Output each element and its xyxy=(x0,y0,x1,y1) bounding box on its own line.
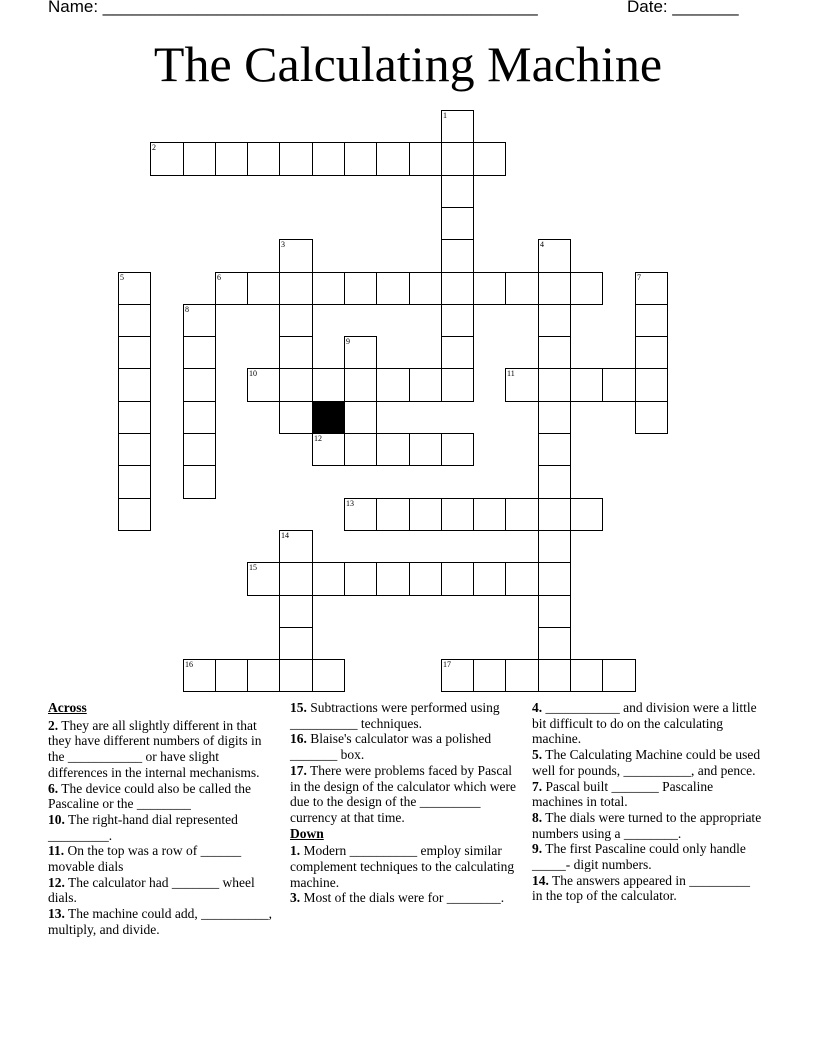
crossword-cell[interactable] xyxy=(118,498,151,531)
crossword-cell[interactable] xyxy=(279,336,313,369)
crossword-cell[interactable] xyxy=(376,272,410,305)
clue-text: The first Pascaline could only handle _____- digit numbers. xyxy=(532,841,746,873)
crossword-cell[interactable] xyxy=(635,304,668,337)
name-field-label: Name: ______________________________________________ xyxy=(48,0,538,16)
clue-number-label: 1 xyxy=(443,111,447,120)
crossword-cell[interactable] xyxy=(635,272,668,305)
crossword-cell[interactable] xyxy=(312,433,345,466)
crossword-cell[interactable] xyxy=(279,368,313,402)
crossword-cell[interactable] xyxy=(538,368,571,402)
crossword-cell[interactable] xyxy=(570,659,603,692)
black-square xyxy=(312,401,345,434)
crossword-cell[interactable] xyxy=(538,304,571,337)
clue-down-9 xyxy=(532,841,762,872)
crossword-cell[interactable] xyxy=(279,239,313,273)
clue-text: Pascal built _______ Pascaline machines in total. xyxy=(532,778,714,810)
clue-across-6 xyxy=(48,781,278,812)
clue-text: The answers appeared in _________ in the top of the calculator. xyxy=(532,872,750,904)
crossword-cell[interactable] xyxy=(635,368,668,402)
clue-text: They are all slightly different in that they have different numbers of digits in the ___________ or have slight differences in the internal mechanisms. xyxy=(48,717,262,780)
crossword-cell[interactable] xyxy=(602,368,636,402)
crossword-cell[interactable] xyxy=(279,272,313,305)
crossword-cell[interactable] xyxy=(376,562,410,596)
clue-number-label: 8 xyxy=(185,305,189,314)
crossword-cell[interactable] xyxy=(279,659,313,692)
crossword-cell[interactable] xyxy=(570,498,603,531)
crossword-cell[interactable] xyxy=(441,272,474,305)
crossword-cell[interactable] xyxy=(441,659,474,692)
crossword-cell[interactable] xyxy=(247,142,280,176)
crossword-cell[interactable] xyxy=(215,659,248,692)
crossword-cell[interactable] xyxy=(344,498,377,531)
crossword-cell[interactable] xyxy=(441,110,474,143)
crossword-cell[interactable] xyxy=(441,207,474,240)
crossword-cell[interactable] xyxy=(183,304,216,337)
crossword-cell[interactable] xyxy=(344,562,377,596)
clue-number: 16. xyxy=(290,731,307,747)
crossword-cell[interactable] xyxy=(473,659,506,692)
clue-number-label: 11 xyxy=(507,369,515,378)
crossword-cell[interactable] xyxy=(538,595,571,628)
crossword-cell[interactable] xyxy=(247,562,280,596)
crossword-cell[interactable] xyxy=(441,498,474,531)
crossword-cell[interactable] xyxy=(376,368,410,402)
clue-text: Most of the dials were for ________. xyxy=(303,890,505,906)
crossword-cell[interactable] xyxy=(344,433,377,466)
clue-number: 1. xyxy=(290,843,301,859)
crossword-cell[interactable] xyxy=(150,142,184,176)
crossword-cell[interactable] xyxy=(538,627,571,660)
clue-across-17 xyxy=(290,763,520,826)
crossword-cell[interactable] xyxy=(602,659,636,692)
crossword-cell[interactable] xyxy=(409,142,442,176)
crossword-cell[interactable] xyxy=(635,336,668,369)
crossword-cell[interactable] xyxy=(538,465,571,499)
clue-down-8 xyxy=(532,810,762,841)
clue-text: The calculator had _______ wheel dials. xyxy=(48,874,255,906)
crossword-cell[interactable] xyxy=(441,368,474,402)
crossword-cell[interactable] xyxy=(247,272,280,305)
clue-number: 11. xyxy=(48,843,65,859)
clue-text: Modern __________ employ similar complement techniques to the calculating machine. xyxy=(290,843,515,890)
page-title: The Calculating Machine xyxy=(153,36,663,92)
crossword-cell[interactable] xyxy=(279,304,313,337)
crossword-cell[interactable] xyxy=(441,336,474,369)
crossword-cell[interactable] xyxy=(344,142,377,176)
crossword-cell[interactable] xyxy=(344,401,377,434)
crossword-cell[interactable] xyxy=(118,368,151,402)
clue-across-12 xyxy=(48,875,278,906)
clue-number-label: 4 xyxy=(540,240,544,249)
clue-number-label: 14 xyxy=(281,531,289,540)
crossword-cell[interactable] xyxy=(279,627,313,660)
crossword-cell[interactable] xyxy=(538,401,571,434)
crossword-cell[interactable] xyxy=(183,465,216,499)
crossword-cell[interactable] xyxy=(473,562,506,596)
crossword-cell[interactable] xyxy=(505,659,539,692)
clue-text: The right-hand dial represented _________. xyxy=(48,811,238,843)
clue-number: 6. xyxy=(48,780,59,796)
down-heading: Down xyxy=(290,825,324,841)
crossword-cell[interactable] xyxy=(538,530,571,563)
clue-number: 4. xyxy=(532,700,543,715)
crossword-cell[interactable] xyxy=(279,595,313,628)
crossword-cell[interactable] xyxy=(312,659,345,692)
clue-number-label: 10 xyxy=(249,369,257,378)
clue-number-label: 12 xyxy=(314,434,322,443)
crossword-cell[interactable] xyxy=(183,659,216,692)
crossword-cell[interactable] xyxy=(215,142,248,176)
crossword-cell[interactable] xyxy=(505,498,539,531)
clue-across-10 xyxy=(48,812,278,843)
crossword-cell[interactable] xyxy=(473,272,506,305)
clue-text: The machine could add, __________, multiply, and divide. xyxy=(48,906,272,937)
clue-number: 17. xyxy=(290,762,307,778)
crossword-cell[interactable] xyxy=(312,272,345,305)
crossword-cell[interactable] xyxy=(441,562,474,596)
clue-number-label: 16 xyxy=(185,660,193,669)
clue-number-label: 7 xyxy=(637,273,641,282)
crossword-cell[interactable] xyxy=(409,498,442,531)
clue-number: 2. xyxy=(48,717,59,733)
crossword-cell[interactable] xyxy=(538,272,571,305)
crossword-cell[interactable] xyxy=(344,272,377,305)
crossword-cell[interactable] xyxy=(118,304,151,337)
crossword-cell[interactable] xyxy=(441,433,474,466)
clue-number: 8. xyxy=(532,809,543,825)
crossword-cell[interactable] xyxy=(570,272,603,305)
crossword-cell[interactable] xyxy=(473,142,506,176)
crossword-cell[interactable] xyxy=(312,142,345,176)
clue-down-14 xyxy=(532,873,762,904)
crossword-cell[interactable] xyxy=(505,368,539,402)
crossword-cell[interactable] xyxy=(538,239,571,273)
crossword-cell[interactable] xyxy=(279,530,313,563)
crossword-cell[interactable] xyxy=(441,239,474,273)
crossword-cell[interactable] xyxy=(312,368,345,402)
clue-down-4 xyxy=(532,700,762,747)
crossword-cell[interactable] xyxy=(183,142,216,176)
clue-text: On the top was a row of ______ movable dials xyxy=(48,843,242,875)
clue-number: 7. xyxy=(532,778,543,794)
crossword-cell[interactable] xyxy=(376,433,410,466)
clue-across-15 xyxy=(290,700,520,731)
crossword-cell[interactable] xyxy=(570,368,603,402)
crossword-cell[interactable] xyxy=(215,272,248,305)
clue-number: 9. xyxy=(532,841,543,857)
crossword-cell[interactable] xyxy=(538,433,571,466)
clue-number: 3. xyxy=(290,890,301,906)
crossword-cell[interactable] xyxy=(538,562,571,596)
clues-column-2 xyxy=(290,700,520,906)
clue-number-label: 2 xyxy=(152,143,156,152)
clue-number: 13. xyxy=(48,906,65,922)
crossword-cell[interactable] xyxy=(376,142,410,176)
crossword-cell[interactable] xyxy=(538,336,571,369)
clue-number: 14. xyxy=(532,872,549,888)
crossword-cell[interactable] xyxy=(247,659,280,692)
clue-down-3 xyxy=(290,890,520,906)
clue-number-label: 13 xyxy=(346,499,354,508)
crossword-cell[interactable] xyxy=(409,272,442,305)
crossword-cell[interactable] xyxy=(344,336,377,369)
crossword-cell[interactable] xyxy=(441,142,474,176)
clue-number-label: 5 xyxy=(120,273,124,282)
clue-text: The dials were turned to the appropriate numbers using a ________. xyxy=(532,809,762,841)
crossword-cell[interactable] xyxy=(409,368,442,402)
clue-text: There were problems faced by Pascal in the design of the calculator which were due to the design of the _________ currency at that time. xyxy=(290,762,517,825)
across-heading: Across xyxy=(48,700,87,715)
clue-down-1 xyxy=(290,843,520,890)
clue-number-label: 17 xyxy=(443,660,451,669)
crossword-cell[interactable] xyxy=(635,401,668,434)
crossword-cell[interactable] xyxy=(118,336,151,369)
crossword-cell[interactable] xyxy=(279,401,313,434)
crossword-cell[interactable] xyxy=(118,401,151,434)
crossword-cell[interactable] xyxy=(183,401,216,434)
clue-text: ___________ and division were a little bit difficult to do on the calculating machine. xyxy=(532,700,757,747)
crossword-cell[interactable] xyxy=(538,498,571,531)
clue-down-7 xyxy=(532,779,762,810)
clue-down-5 xyxy=(532,747,762,778)
crossword-cell[interactable] xyxy=(409,562,442,596)
clue-number-label: 6 xyxy=(217,273,221,282)
clue-text: The device could also be called the Pascaline or the ________ xyxy=(48,780,251,812)
crossword-cell[interactable] xyxy=(441,304,474,337)
crossword-cell[interactable] xyxy=(183,433,216,466)
clue-across-13 xyxy=(48,906,278,937)
crossword-cell[interactable] xyxy=(505,272,539,305)
crossword-cell[interactable] xyxy=(183,336,216,369)
clue-number: 15. xyxy=(290,700,307,715)
clues-column-1 xyxy=(48,700,278,938)
clue-text: Subtractions were performed using __________ techniques. xyxy=(290,700,500,731)
crossword-cell[interactable] xyxy=(505,562,539,596)
crossword-cell[interactable] xyxy=(247,368,280,402)
clues-column-3 xyxy=(532,700,762,904)
crossword-cell[interactable] xyxy=(409,433,442,466)
crossword-cell[interactable] xyxy=(118,433,151,466)
crossword-cell[interactable] xyxy=(183,368,216,402)
clue-across-16 xyxy=(290,731,520,762)
clue-number-label: 3 xyxy=(281,240,285,249)
crossword-cell[interactable] xyxy=(376,498,410,531)
crossword-cell[interactable] xyxy=(441,175,474,208)
clue-text: The Calculating Machine could be used well for pounds, __________, and pence. xyxy=(532,747,761,778)
clue-across-2 xyxy=(48,718,278,781)
clue-across-11 xyxy=(48,843,278,874)
crossword-cell[interactable] xyxy=(118,272,151,305)
crossword-cell[interactable] xyxy=(312,562,345,596)
crossword-cell[interactable] xyxy=(279,142,313,176)
date-field-label: Date: _______ xyxy=(627,0,739,16)
crossword-cell[interactable] xyxy=(473,498,506,531)
clue-number: 12. xyxy=(48,874,65,890)
crossword-cell[interactable] xyxy=(344,368,377,402)
crossword-cell[interactable] xyxy=(538,659,571,692)
crossword-cell[interactable] xyxy=(279,562,313,596)
clue-number-label: 9 xyxy=(346,337,350,346)
clue-number: 5. xyxy=(532,747,543,763)
clue-text: Blaise's calculator was a polished _______ box. xyxy=(290,731,492,763)
clue-number-label: 15 xyxy=(249,563,257,572)
crossword-cell[interactable] xyxy=(118,465,151,499)
clue-number: 10. xyxy=(48,811,65,827)
